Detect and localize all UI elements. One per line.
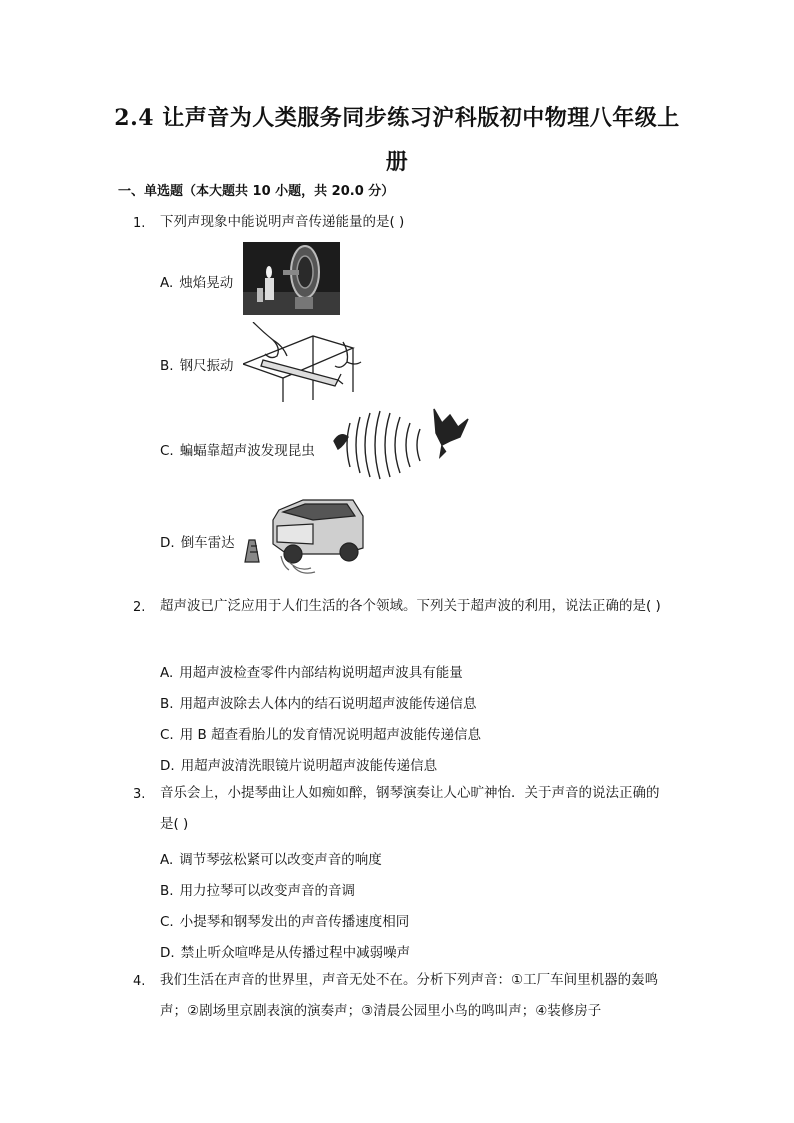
reverse-radar-image: [243, 496, 365, 576]
candle-speaker-image: [243, 242, 340, 315]
option-text: 蝙蝠靠超声波发现昆虫: [179, 443, 315, 459]
option-a[interactable]: [160, 848, 382, 868]
option-b[interactable]: [160, 879, 355, 899]
option-letter: B.: [160, 696, 174, 712]
bat-ultrasound-image: [330, 405, 470, 485]
option-c[interactable]: [160, 439, 315, 459]
option-b[interactable]: [160, 692, 477, 712]
option-letter: D.: [160, 535, 175, 551]
option-d[interactable]: [160, 941, 410, 961]
option-text: 用超声波除去人体内的结石说明超声波能传递信息: [179, 696, 477, 712]
option-b[interactable]: [160, 354, 234, 374]
option-a[interactable]: [160, 271, 233, 291]
option-text: 倒车雷达: [180, 535, 235, 551]
option-text: 用超声波检查零件内部结构说明超声波具有能量: [179, 665, 463, 681]
section-heading: 一、单选题（本大题共 10 小题，共 20.0 分）: [118, 184, 395, 199]
option-letter: D.: [160, 945, 175, 961]
option-c[interactable]: [160, 723, 481, 743]
option-c[interactable]: [160, 910, 409, 930]
option-text: 钢尺振动: [179, 358, 234, 374]
option-a[interactable]: [160, 661, 463, 681]
option-letter: A.: [160, 852, 174, 868]
option-letter: B.: [160, 358, 174, 374]
page-title: 2.4 让声音为人类服务同步练习沪科版初中物理八年级上册: [114, 105, 680, 175]
option-text: 禁止听众喧哗是从传播过程中减弱噪声: [180, 945, 411, 961]
question-number: 2.: [133, 600, 146, 615]
option-letter: C.: [160, 443, 174, 459]
option-letter: C.: [160, 727, 174, 743]
option-text: 调节琴弦松紧可以改变声音的响度: [179, 852, 382, 868]
question-number: 4.: [133, 974, 146, 989]
option-letter: A.: [160, 665, 174, 681]
option-d[interactable]: [160, 531, 235, 551]
question-text: 音乐会上，小提琴曲让人如痴如醉，钢琴演奏让人心旷神怡．关于声音的说法正确的是( ): [160, 785, 660, 832]
question-text: 超声波已广泛应用于人们生活的各个领域。下列关于超声波的利用，说法正确的是( ): [160, 598, 661, 614]
option-letter: B.: [160, 883, 174, 899]
question-number: 1.: [133, 216, 146, 231]
question-number: 3.: [133, 787, 146, 802]
option-letter: A.: [160, 275, 174, 291]
option-text: 用超声波清洗眼镜片说明超声波能传递信息: [180, 758, 438, 774]
option-letter: D.: [160, 758, 175, 774]
question-text: 下列声现象中能说明声音传递能量的是( ): [160, 214, 405, 230]
option-text: 小提琴和钢琴发出的声音传播速度相同: [179, 914, 410, 930]
question-text: 我们生活在声音的世界里，声音无处不在。分析下列声音：①工厂车间里机器的轰鸣声；②剧场里京剧表演的演奏声；③清晨公园里小鸟的鸣叫声；④装修房子: [160, 972, 659, 1019]
option-text: 用 B 超查看胎儿的发育情况说明超声波能传递信息: [179, 727, 482, 743]
steel-ruler-image: [243, 322, 363, 402]
option-text: 烛焰晃动: [179, 275, 234, 291]
option-d[interactable]: [160, 754, 437, 774]
option-text: 用力拉琴可以改变声音的音调: [179, 883, 356, 899]
option-letter: C.: [160, 914, 174, 930]
